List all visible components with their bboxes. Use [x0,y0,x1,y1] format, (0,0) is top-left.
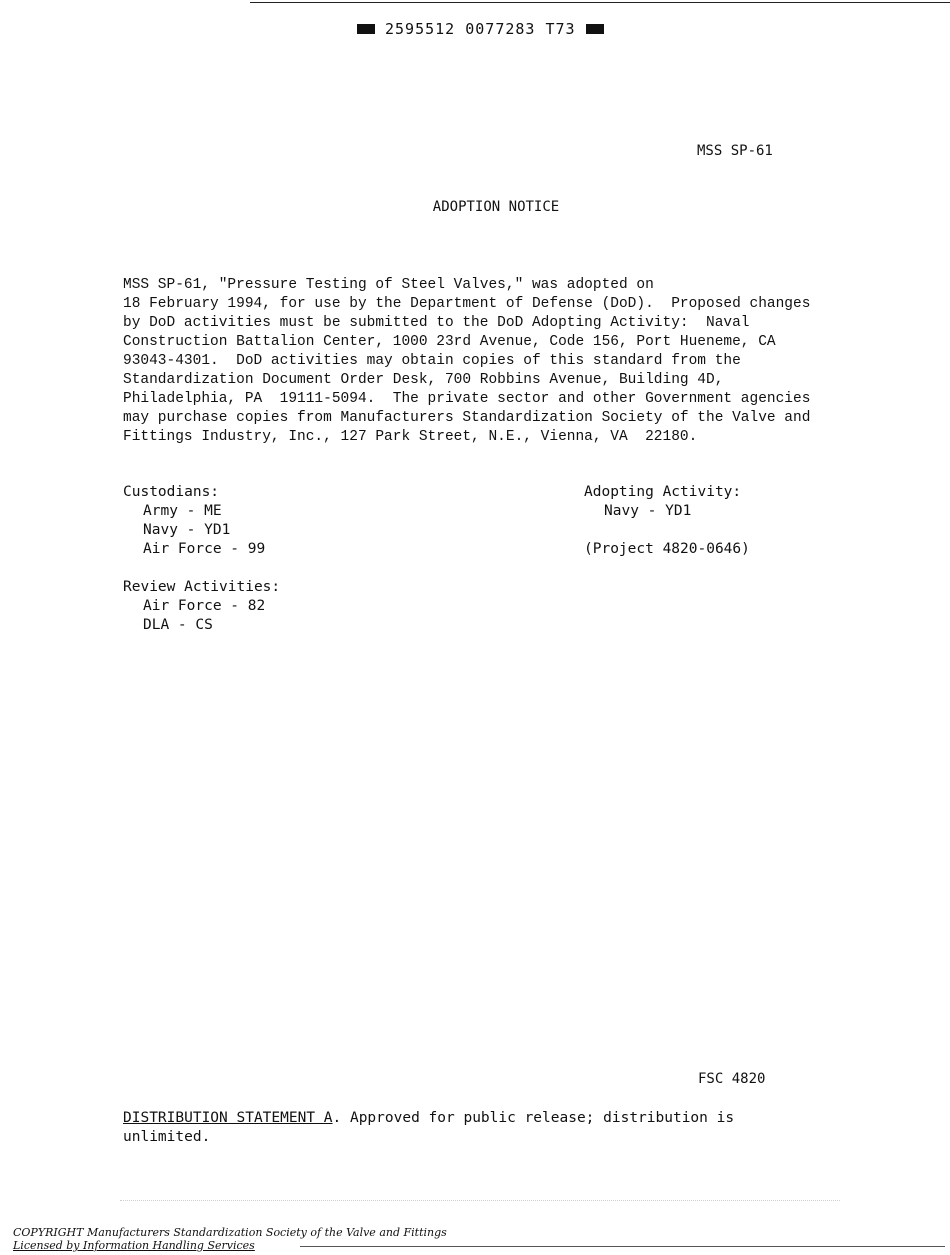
custodians-label: Custodians: [123,484,220,500]
page-title: ADOPTION NOTICE [432,199,560,215]
adopting-activity-label: Adopting Activity: [584,484,742,500]
adopting-activity-item: Navy - YD1 [604,503,692,519]
spacer [584,521,750,540]
top-border-rule [250,2,950,3]
review-activities-section [123,578,280,635]
paragraph-line: 93043-4301. DoD activities may obtain copies of this standard from the [123,353,741,369]
distribution-label: DISTRIBUTION STATEMENT A [123,1110,333,1126]
barcode-text: 2595512 0077283 T73 [385,20,576,38]
fsc-code: FSC 4820 [698,1071,766,1087]
barcode-block-left [357,24,375,34]
barcode-block-right [586,24,604,34]
adopting-activity-section [584,483,750,559]
project-number: (Project 4820-0646) [584,541,750,557]
review-activity-item: Air Force - 82 [143,598,266,614]
document-id: MSS SP-61 [697,143,773,159]
distribution-text: . Approved for public release; distribution is unlimited. [123,1110,735,1145]
custodians-section [123,483,265,559]
footer-license: Licensed by Information Handling Services [13,1239,255,1252]
barcode-header [357,19,604,39]
paragraph-line: Construction Battalion Center, 1000 23rd Avenue, Code 156, Port Hueneme, CA [123,334,776,350]
paragraph-line: may purchase copies from Manufacturers Standardization Society of the Valve and [123,410,811,426]
review-activities-label: Review Activities: [123,579,281,595]
paragraph-line: Fittings Industry, Inc., 127 Park Street, N.E., Vienna, VA 22180. [123,429,698,445]
custodian-item: Army - ME [143,503,222,519]
paragraph-line: by DoD activities must be submitted to the DoD Adopting Activity: Naval [123,315,750,331]
paragraph-line: Standardization Document Order Desk, 700 Robbins Avenue, Building 4D, [123,372,724,388]
adoption-paragraph [123,276,883,447]
paragraph-line: MSS SP-61, "Pressure Testing of Steel Valves," was adopted on [123,277,654,293]
paragraph-line: Philadelphia, PA 19111-5094. The private sector and other Government agencies [123,391,811,407]
footer-copyright: COPYRIGHT Manufacturers Standardization Society of the Valve and Fittings [13,1226,447,1239]
copyright-footer [13,1226,943,1252]
custodian-item: Air Force - 99 [143,541,266,557]
scan-artifact-dots [120,1200,840,1205]
custodian-item: Navy - YD1 [143,522,231,538]
distribution-statement [123,1109,823,1147]
paragraph-line: 18 February 1994, for use by the Department of Defense (DoD). Proposed changes [123,296,811,312]
bottom-border-rule [300,1246,945,1247]
review-activity-item: DLA - CS [143,617,213,633]
